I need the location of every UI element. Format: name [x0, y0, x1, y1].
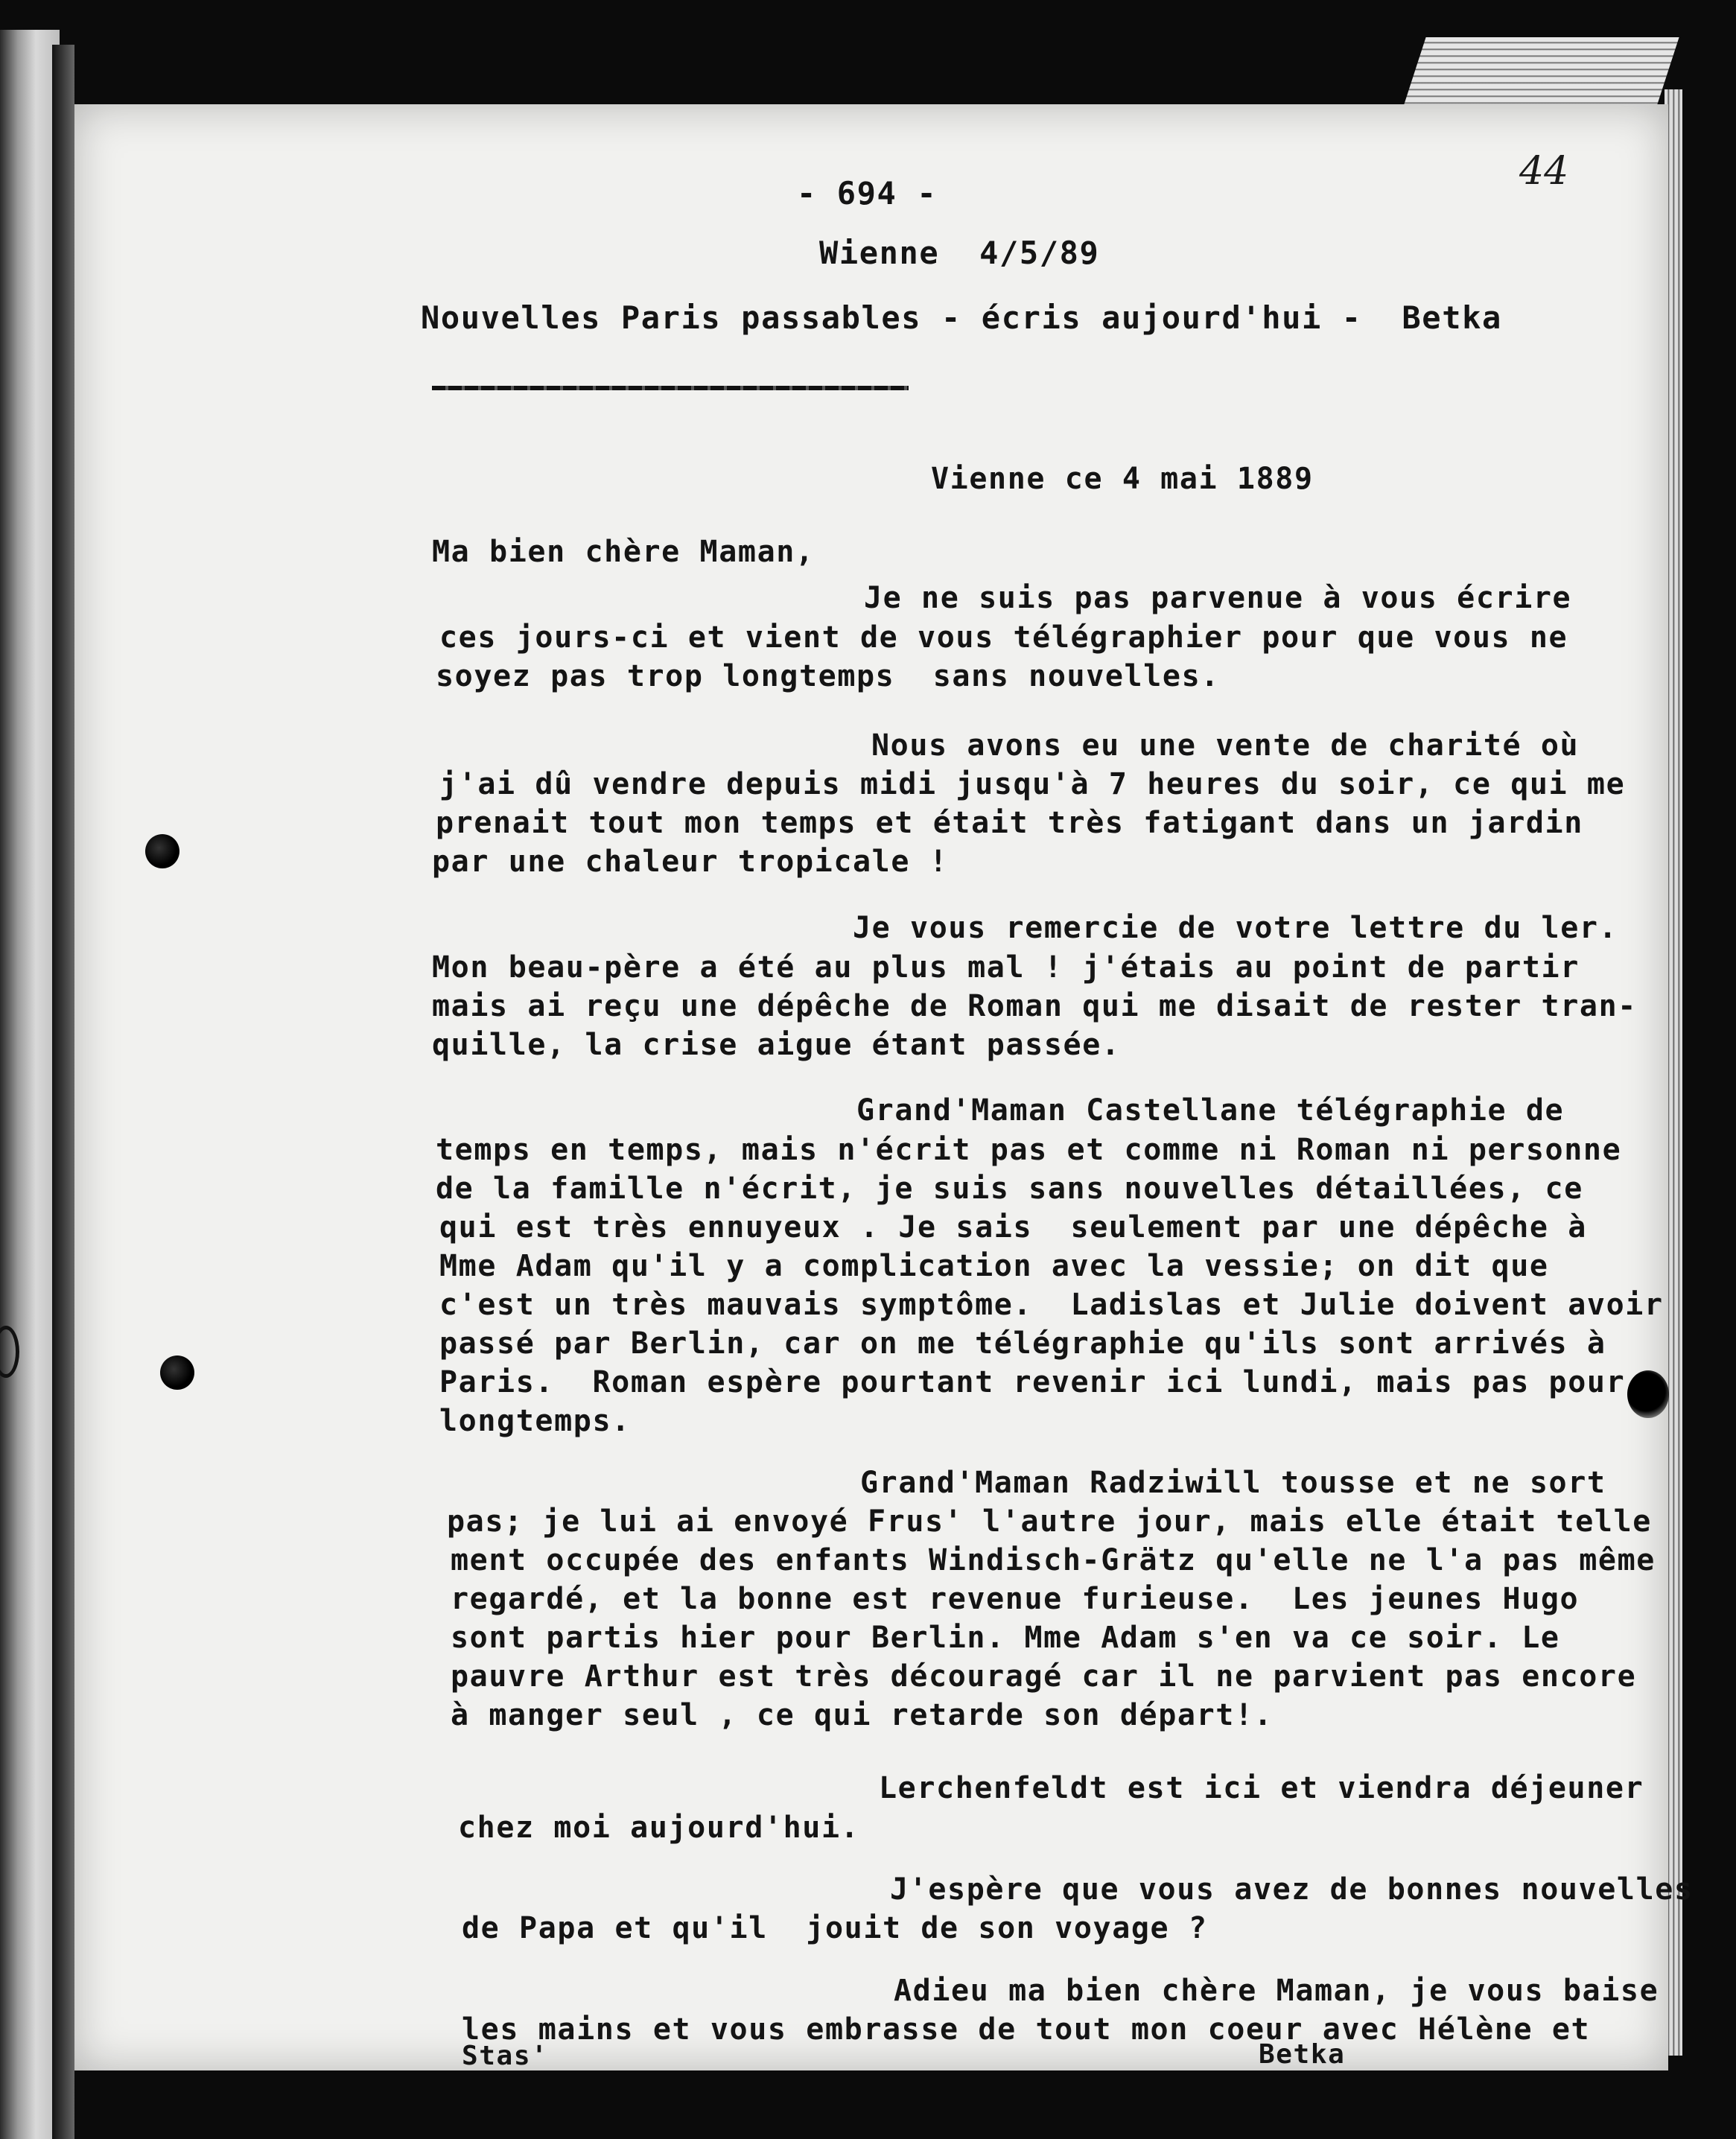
- letter-line: c'est un très mauvais symptôme. Ladislas et Julie doivent avoir: [439, 1288, 1664, 1322]
- letter-line: quille, la crise aigue étant passée.: [432, 1028, 1121, 1062]
- telegram-text: Nouvelles Paris passables - écris aujourd'hui - Betka: [421, 299, 1502, 336]
- letter-dateline: Vienne ce 4 mai 1889: [931, 462, 1314, 496]
- letter-line: pas; je lui ai envoyé Frus' l'autre jour, mais elle était telle: [447, 1504, 1652, 1539]
- letter-line: Mon beau-père a été au plus mal ! j'étais au point de partir: [432, 950, 1580, 985]
- punch-hole-lower: [160, 1355, 194, 1390]
- typewritten-letter-page: [74, 104, 1694, 2071]
- letter-line: soyez pas trop longtemps sans nouvelles.: [436, 659, 1220, 693]
- telegram-separator-rule: [432, 386, 909, 390]
- letter-line: à manger seul , ce qui retarde son départ!.: [451, 1698, 1274, 1732]
- letter-line: prenait tout mon temps et était très fatigant dans un jardin: [436, 806, 1583, 840]
- letter-line: de Papa et qu'il jouit de son voyage ?: [462, 1911, 1208, 1945]
- letter-line: sont partis hier pour Berlin. Mme Adam s'en va ce soir. Le: [451, 1621, 1560, 1655]
- corner-handwritten-mark: 44: [1519, 149, 1569, 194]
- letter-line: longtemps.: [439, 1404, 631, 1438]
- letter-line: Je vous remercie de votre lettre du ler.: [853, 911, 1618, 945]
- letter-line: mais ai reçu une dépêche de Roman qui me disait de rester tran-: [432, 989, 1637, 1023]
- punch-hole-upper: [145, 834, 179, 868]
- letter-line: Stas': [462, 2041, 549, 2071]
- letter-line: les mains et vous embrasse de tout mon coeur avec Hélène et: [462, 2012, 1591, 2047]
- letter-line: j'ai dû vendre depuis midi jusqu'à 7 heures du soir, ce qui me: [439, 767, 1626, 801]
- letter-line: Nous avons eu une vente de charité où: [871, 728, 1580, 763]
- letter-line: par une chaleur tropicale !: [432, 845, 949, 879]
- letter-line: regardé, et la bonne est revenue furieuse. Les jeunes Hugo: [451, 1582, 1580, 1616]
- letter-line: Mme Adam qu'il y a complication avec la vessie; on dit que: [439, 1249, 1549, 1283]
- letter-line: Lerchenfeldt est ici et viendra déjeuner: [879, 1771, 1644, 1805]
- letter-line: ces jours-ci et vient de vous télégraphier pour que vous ne: [439, 620, 1568, 655]
- letter-line: ment occupée des enfants Windisch-Grätz qu'elle ne l'a pas même: [451, 1543, 1656, 1577]
- letter-line: pauvre Arthur est très découragé car il ne parvient pas encore: [451, 1659, 1637, 1694]
- letter-line: de la famille n'écrit, je suis sans nouvelles détaillées, ce: [436, 1172, 1583, 1206]
- letter-line: Paris. Roman espère pourtant revenir ici lundi, mais pas pour: [439, 1365, 1626, 1399]
- letter-signature: Betka: [1259, 2039, 1346, 2070]
- letter-line: chez moi aujourd'hui.: [458, 1811, 860, 1845]
- page-number: - 694 -: [797, 175, 938, 212]
- letter-line: Grand'Maman Radziwill tousse et ne sort: [860, 1466, 1606, 1500]
- letter-line: Je ne suis pas parvenue à vous écrire: [864, 581, 1572, 615]
- letter-line: J'espère que vous avez de bonnes nouvelles: [890, 1872, 1694, 1907]
- letter-line: Adieu ma bien chère Maman, je vous baise: [894, 1974, 1659, 2008]
- letter-line: qui est très ennuyeux . Je sais seulement par une dépêche à: [439, 1210, 1587, 1245]
- letter-line: temps en temps, mais n'écrit pas et comme ni Roman ni personne: [436, 1133, 1622, 1167]
- telegram-place-date: Wienne 4/5/89: [819, 235, 1100, 271]
- left-adjacent-sheet: [0, 30, 60, 2139]
- ink-blot: [1627, 1370, 1669, 1418]
- letter-line: Grand'Maman Castellane télégraphie de: [856, 1093, 1565, 1128]
- letter-salutation: Ma bien chère Maman,: [432, 535, 815, 569]
- left-sheet-shadow: [52, 45, 74, 2139]
- page-stack-top-edge: [1404, 37, 1679, 104]
- letter-line: passé par Berlin, car on me télégraphie qu'ils sont arrivés à: [439, 1326, 1606, 1361]
